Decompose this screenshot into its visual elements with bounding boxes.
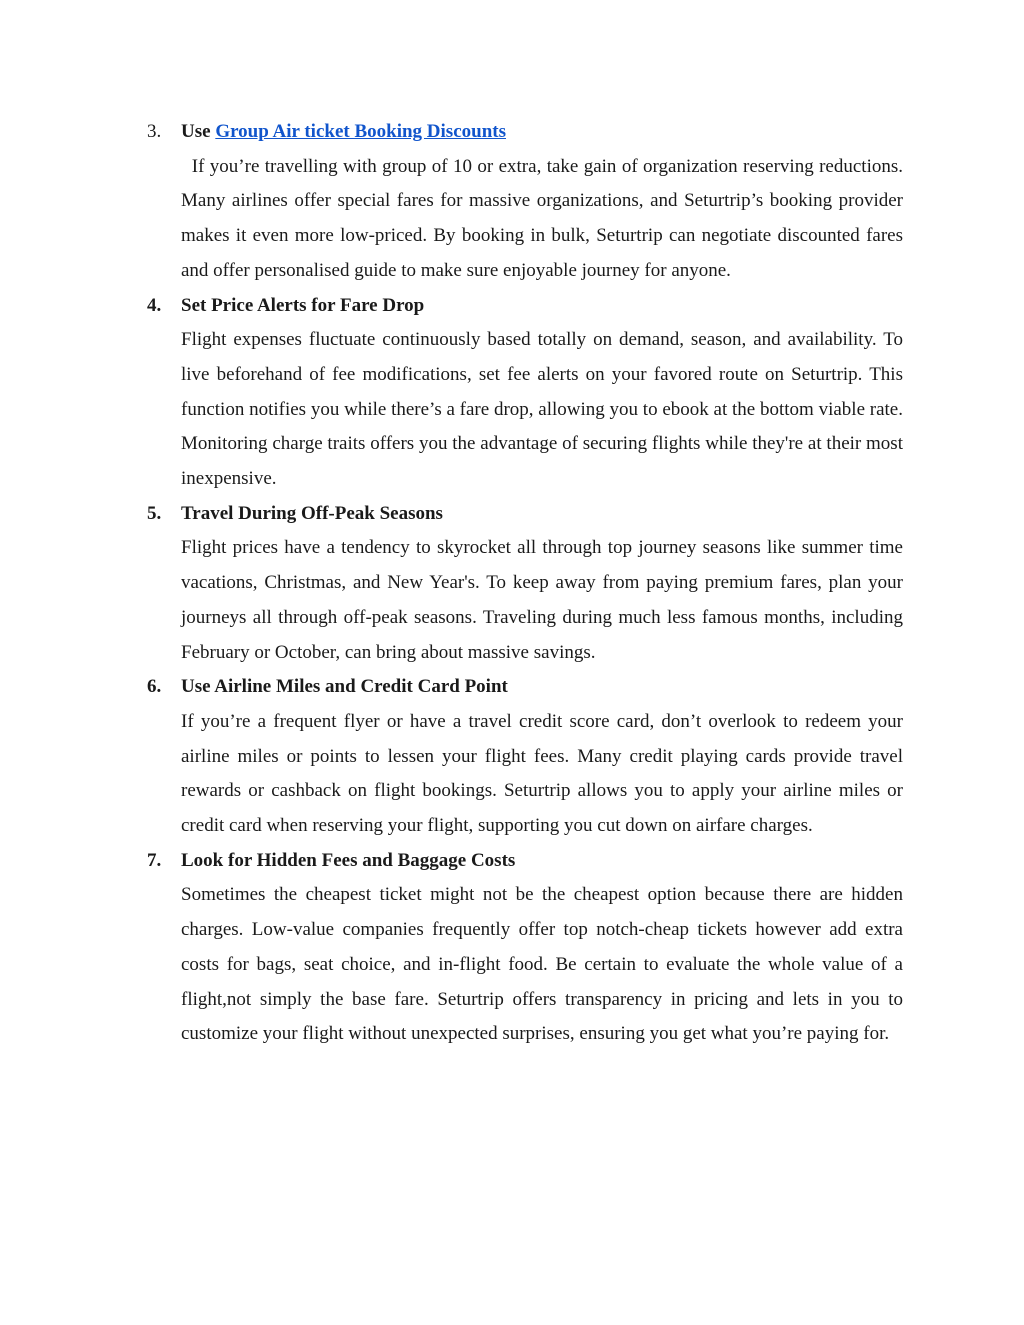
- item-body: Flight prices have a tendency to skyrocket all through top journey seasons like summer time vacations, Christmas, and New Year's. To keep away from paying premium fares, plan your journeys all through off-peak seasons. Traveling during much less famous months, including February or October, can bring about massive savings.: [181, 537, 903, 663]
- item-body: If you’re a frequent flyer or have a travel credit score card, don’t overlook to redeem your airline miles or points to lessen your flight fees. Many credit playing cards provide travel rewards or cashback on flight bookings. Seturtrip allows you to apply your airline miles or credit card when reserving your flight, supporting you cut down on airfare charges.: [181, 710, 903, 837]
- list-item-group-booking: [147, 115, 907, 289]
- item-body: Sometimes the cheapest ticket might not be the cheapest option because there are hidden charges. Low-value companies frequently offer top notch-cheap tickets however add extra costs for bags, seat choice, and in-flight food. Be certain to evaluate the whole value of a flight,not simply the base fare. Seturtrip offers transparency in pricing and lets in you to customize your flight without unexpected surprises, ensuring you get what you’re paying for.: [181, 884, 903, 1045]
- item-body: If you’re travelling with group of 10 or extra, take gain of organization reserving reductions. Many airlines offer special fares for massive organizations, and Seturtrip’s booking provider makes it even more low-priced. By booking in bulk, Seturtrip can negotiate discounted fares and offer personalised guide to make sure enjoyable journey for anyone.: [181, 155, 903, 281]
- numbered-list: [147, 115, 907, 1052]
- list-item-airline-miles: [147, 670, 907, 844]
- item-heading: [181, 115, 907, 150]
- item-number: 5.: [147, 502, 162, 524]
- group-booking-link[interactable]: Group Air ticket Booking Discounts: [215, 121, 506, 142]
- item-number: 3.: [147, 121, 162, 142]
- list-item-price-alerts: [147, 289, 907, 497]
- list-item-off-peak: [147, 497, 907, 671]
- item-heading: Set Price Alerts for Fare Drop: [181, 294, 425, 316]
- item-number: 6.: [147, 676, 162, 698]
- item-number: 4.: [147, 294, 162, 316]
- item-body: Flight expenses fluctuate continuously based totally on demand, season, and availability. To live beforehand of fee modifications, set fee alerts on your favored route on Seturtrip. This function notifies you while there’s a fare drop, allowing you to ebook at the bottom viable rate. Monitoring charge traits offers you the advantage of securing flights while they're at their most inexpensive.: [181, 329, 903, 490]
- item-heading: Use Airline Miles and Credit Card Point: [181, 676, 508, 698]
- list-item-hidden-fees: [147, 844, 907, 1052]
- item-heading: Travel During Off-Peak Seasons: [181, 502, 443, 524]
- heading-prefix: Use: [181, 121, 211, 142]
- item-number: 7.: [147, 849, 162, 871]
- item-heading: Look for Hidden Fees and Baggage Costs: [181, 849, 516, 871]
